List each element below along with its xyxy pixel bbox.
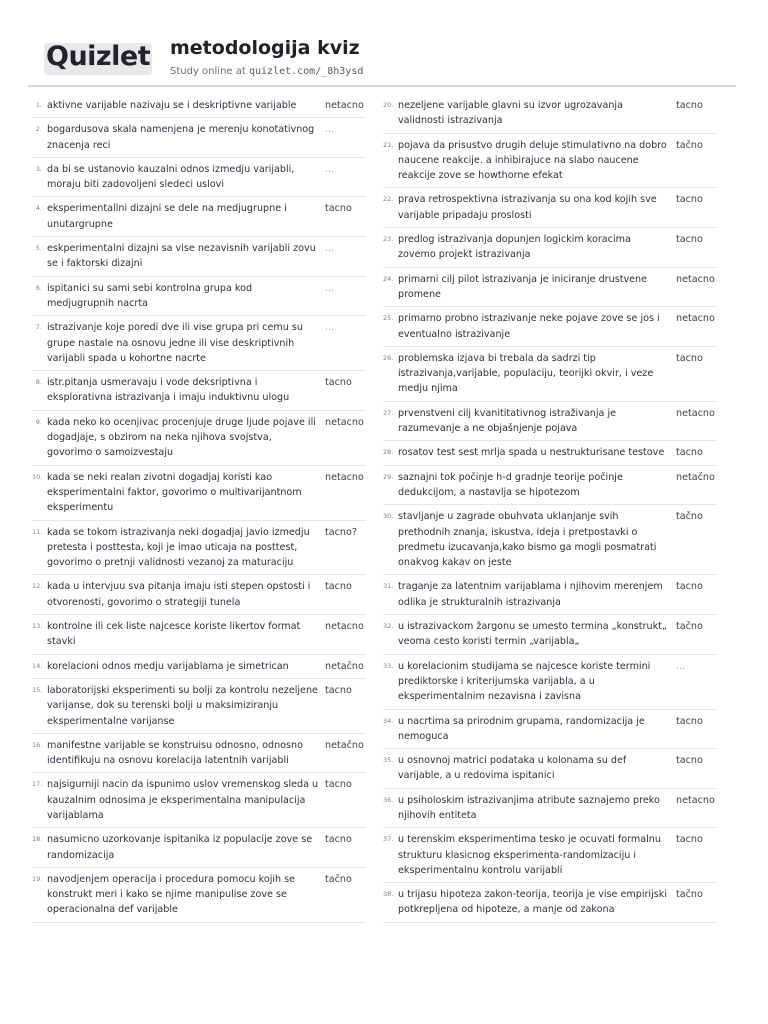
card-number: 28. [383,448,394,457]
card-term: eksperimentallni dizajni se dele na medjugrupne i unutargrupne [47,203,287,230]
card-definition: tacno [676,100,703,111]
card-term: kada se tokom istrazivanja neki dogadjaj javio izmedju pretesta i posttesta, koji je imao uticaja na posttest, govorimo o pretnji validnosti vezanoj za maturaciju [47,526,310,569]
page-header [44,36,734,86]
flashcard-row [383,466,717,506]
card-term: kada u intervjuu sva pitanja imaju isti stepen opstosti i otvorenosti, govorimo o strategiji tunela [47,581,311,608]
card-number: 1. [35,101,42,109]
card-definition: netacno [676,407,715,419]
card-term: bogardusova skala namenjena je merenju konotativnog znacenja reci [47,124,315,151]
card-definition: ... [325,124,335,136]
flashcard-row [383,441,717,465]
card-term: prvenstveni cilj kvanititativnog istraživanja je razumevanje a ne objašnjenje pojava [398,407,617,435]
card-definition: ... [676,660,686,672]
card-definition: netačno [325,660,364,672]
card-number: 19. [32,874,43,883]
card-number: 7. [35,323,42,332]
card-number: 4. [35,204,42,213]
card-definition: ... [325,322,335,334]
card-term: da bi se ustanovio kauzalni odnos izmedju varijabli, moraju biti zadovoljeni sledeci uslovi [47,163,295,191]
card-definition: ... [325,243,335,255]
card-number: 20. [383,101,394,109]
card-number: 27. [383,408,394,417]
card-number: 12. [32,582,43,591]
card-definition: tacno [676,447,703,459]
card-definition: tačno [325,873,352,885]
flashcard-row [383,575,717,615]
flashcard-row [32,411,366,466]
card-number: 15. [32,685,43,694]
card-number: 30. [383,512,394,521]
page-title: metodologija kviz [170,37,360,59]
card-definition: netačno [325,739,364,751]
card-number: 21. [383,140,394,149]
card-number: 9. [35,417,42,426]
card-definition: netacno [325,621,364,633]
card-number: 29. [383,472,394,481]
card-number: 14. [32,661,43,670]
flashcard-row [383,655,717,710]
card-term: problemska izjava bi trebala da sadrzi tip istrazivanja,varijable, populaciju, teorijki okvir, i veze medju njima [398,352,654,395]
flashcard-row [32,679,366,734]
flashcard-row [32,655,366,679]
card-number: 11. [32,527,43,536]
card-definition: tacno [676,194,703,206]
card-definition: netacno [325,471,364,483]
card-number: 24. [383,274,394,283]
flashcard-row [383,228,717,268]
card-term: saznajni tok počinje h-d gradnje teorije počinje dedukcijom, a nastavlja se hipotezom [398,471,623,498]
card-term: pojava da prisustvo drugih deluje stimulativno na dobro naucene reakcije. a inhibirajuce na slabo naucene reakcije zove se howthorne efekat [398,139,667,182]
card-definition: tačno [676,889,703,901]
card-definition: ... [325,163,335,175]
subtitle-prefix: Study online at [170,66,249,77]
card-term: istr.pitanja usmeravaju i vode deksriptivna i eksplorativna istrazivanja i imaju induktivnu ulogu [47,377,290,404]
card-term: laboratorijski eksperimenti su bolji za kontrolu nezeljene varijanse, dok su terenski bolji u maksimiziranju eksperimentalne varijanse [47,684,318,727]
flashcard-row [383,883,717,923]
card-definition: tačno [676,621,703,633]
flashcard-row [383,402,717,442]
card-definition: netacno [325,100,364,111]
card-number: 8. [35,378,42,387]
flashcard-row [32,521,366,576]
card-definition: tačno [676,139,703,151]
flashcard-row [383,307,717,347]
card-term: rosatov test sest mrlja spada u nestrukturisane testove [398,447,665,459]
card-term: u nacrtima sa prirodnim grupama, randomizacija je nemoguca [398,715,645,742]
page-subtitle [170,66,363,77]
card-term: primarno probno istrazivanje neke pojave zove se jos i eventualno istrazivanje [398,313,660,340]
flashcard-row [32,868,366,923]
card-term: manifestne varijable se konstruisu odnosno, odnosno identifikuju na osnovu korelacija latentnih varijabli [47,739,303,767]
card-definition: tacno? [325,526,357,538]
card-term: navodjenjem operacija i procedura pomocu kojih se konstrukt meri i kako se njime manipulise zove se operacionalna def varijable [47,873,296,916]
flashcard-list-left [32,94,366,923]
flashcard-row [383,749,717,789]
card-number: 25. [383,314,394,323]
card-term: ispitanici su sami sebi kontrolna grupa kod medjugrupnih nacrta [47,282,253,309]
card-term: kada se neki realan zivotni dogadjaj koristi kao eksperimentalni faktor, govorimo o multivarijantnom eksperimentu [47,471,302,514]
card-term: primarni cilj pilot istrazivanja je iniciranje drustvene promene [398,273,648,300]
card-definition: tacno [325,834,352,846]
flashcard-row [32,158,366,198]
flashcard-row [383,268,717,308]
card-term: eskperimentalni dizajni sa vise nezavisnih varijabli zovu se i faktorski dizajni [47,243,316,270]
flashcard-row [32,615,366,655]
card-number: 6. [35,283,42,292]
card-number: 17. [32,780,43,789]
card-number: 10. [32,472,43,481]
flashcard-row [383,94,717,134]
flashcard-row [383,134,717,189]
flashcard-row [32,94,366,118]
card-definition: netacno [676,794,715,806]
card-definition: tacno [325,581,352,593]
card-term: najsigurniji nacin da ispunimo uslov vremenskog sleda u kauzalnim odnosima je eksperimentalna manipulacija varijablama [47,779,319,821]
card-term: u korelacionim studijama se najcesce koriste termini prediktorske i kriterijumska varijabla, a u eksperimentalnim nezavisna i zavisna [398,660,651,703]
flashcard-row [32,118,366,158]
card-term: kontrolne ili cek liste najcesce koriste likertov format stavki [47,621,301,648]
flashcard-row [383,828,717,883]
card-term: kada neko ko ocenjivac procenjuje druge ljude pojave ili dogadjaje, s obzirom na neka njihova svojstva, govorimo o samoizvestaju [47,416,316,459]
card-number: 22. [383,195,394,204]
flashcard-row [32,316,366,371]
card-term: predlog istrazivanja dopunjen logickim koracima zovemo projekt istrazivanja [398,234,631,261]
card-definition: netačno [676,471,715,483]
card-term: korelacioni odnos medju varijablama je simetrican [47,660,289,672]
card-term: u psiholoskim istrazivanjima atribute saznajemo preko njihovih entiteta [398,794,660,821]
card-term: prava retrospektivna istrazivanja su ona kod kojih sve varijable pripadaju proslosti [398,194,657,221]
card-definition: tacno [676,715,703,727]
flashcard-row [383,347,717,402]
card-term: traganje za latentnim varijablama i njihovim merenjem odlika je strukturalnih istrazivanja [398,581,663,608]
flashcard-row [32,237,366,277]
card-definition: netacno [325,416,364,428]
flashcard-row [383,789,717,829]
card-definition: netacno [676,313,715,325]
card-number: 26. [383,353,394,362]
card-number: 33. [383,661,394,670]
header-divider [28,85,736,87]
card-term: stavljanje u zagrade obuhvata uklanjanje svih prethodnih znanja, iskustva, ideja i pretpostavki o predmetu izucavanja,kako bismo ga mogli posmatrati onakvog kakav on jeste [398,511,657,569]
flashcard-row [383,188,717,228]
flashcard-row [32,371,366,411]
flashcard-row [383,505,717,575]
card-number: 13. [32,622,43,631]
logo-text: Quizlet [46,41,151,72]
card-definition: tacno [325,779,352,791]
card-term: u terenskim eksperimentima tesko je ocuvati formalnu strukturu klasicnog eksperimenta-randomizaciju i eksperimentalnu kontrolu varijabli [398,834,661,876]
card-definition: tacno [676,234,703,246]
card-term: u trijasu hipoteza zakon-teorija, teorija je vise empirijski potkrepljena od hipoteze, a manje od zakona [398,889,667,916]
card-term: u osnovnoj matrici podataka u kolonama su def varijable, a u redovima ispitanici [398,755,627,782]
flashcard-row [32,197,366,237]
card-definition: tacno [676,581,703,593]
card-number: 38. [383,890,394,899]
card-definition: netacno [676,273,715,285]
flashcard-row [32,277,366,317]
card-term: aktivne varijable nazivaju se i deskriptivne varijable [47,100,297,111]
card-number: 36. [383,795,394,804]
card-number: 2. [35,125,42,134]
flashcard-row [32,773,366,828]
card-term: nezeljene varijable glavni su izvor ugrozavanja validnosti istrazivanja [398,100,623,127]
card-term: u istrazivackom žargonu se umesto termina „konstrukt„ veoma cesto koristi termin „varijabla„ [398,621,667,648]
flashcard-list-right [383,94,717,923]
card-number: 34. [383,716,394,725]
flashcard-row [383,710,717,750]
card-number: 35. [383,756,394,765]
quizlet-logo [44,43,152,75]
card-definition: tacno [325,377,352,389]
study-url-link[interactable]: quizlet.com/_8h3ysd [248,66,364,77]
card-definition: tacno [676,352,703,364]
card-definition: tacno [325,684,352,696]
card-term: istrazivanje koje poredi dve ili vise grupa pri cemu su grupe nastale na osnovu jedne ili vise deskriptivnih varijabli spada u kohortne nacrte [47,322,303,364]
flashcard-row [32,828,366,868]
card-number: 3. [35,164,42,173]
card-definition: tacno [325,203,352,215]
card-term: nasumicno uzorkovanje ispitanika iz populacije zove se randomizacija [47,834,313,861]
card-number: 32. [383,622,394,631]
card-number: 18. [32,835,43,844]
card-definition: tačno [676,511,703,523]
card-definition: ... [325,282,335,294]
card-definition: tacno [676,834,703,846]
card-number: 5. [35,244,42,253]
flashcard-row [32,575,366,615]
flashcard-row [32,466,366,521]
flashcard-row [383,615,717,655]
flashcard-row [32,734,366,774]
card-number: 23. [383,235,394,244]
card-number: 31. [383,582,394,591]
card-number: 16. [32,740,43,749]
card-number: 37. [383,835,394,844]
card-definition: tacno [676,755,703,767]
